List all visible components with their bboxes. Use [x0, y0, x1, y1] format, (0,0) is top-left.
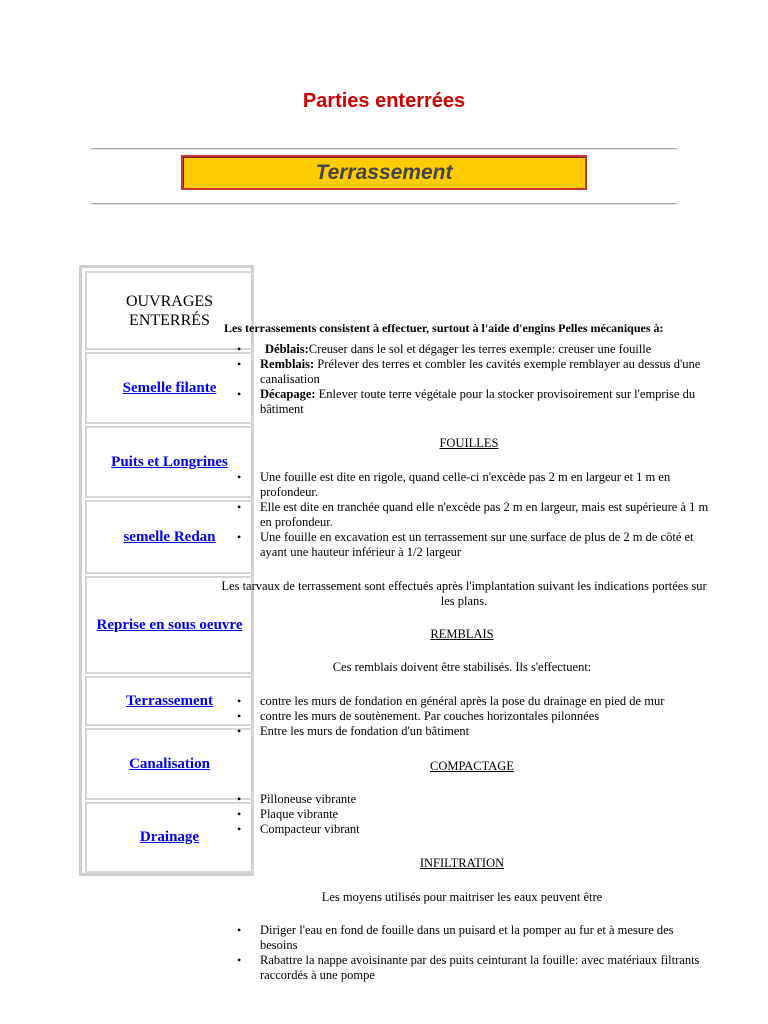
nav-cell-semelle-redan: [85, 500, 254, 574]
nav-cell-terrassement: [85, 676, 254, 726]
fouilles-note: Les tarvaux de terrassement sont effectués après l'implantation suivant les indications portées sur les plans.: [221, 579, 707, 608]
list-item: • Rabattre la nappe avoisinante par des puits ceinturant la fouille: avec matériaux filtrants raccordés à une pompe: [235, 953, 705, 983]
section-banner: Terrassement: [181, 155, 587, 190]
page-title: Parties enterrées: [302, 90, 466, 112]
list-item: • Remblais: Prélever des terres et combler les cavités exemple remblayer au dessus d'une canalisation: [235, 357, 713, 387]
list-item: • Déblais:Creuser dans le sol et dégager les terres exemple: creuser une fouille: [235, 342, 713, 357]
heading-infiltration: INFILTRATION: [419, 856, 505, 870]
top-divider: [91, 148, 677, 150]
remblais-intro: Ces remblais doivent être stabilisés. Ils s'effectuent:: [332, 660, 592, 674]
nav-table: [79, 265, 254, 876]
heading-remblais: REMBLAIS: [430, 627, 494, 641]
heading-compactage: COMPACTAGE: [430, 759, 514, 773]
list-item: • Entre les murs de fondation d'un bâtiment: [235, 724, 713, 739]
compactage-list: [235, 792, 713, 837]
nav-link-terrassement[interactable]: Terrassement: [126, 692, 213, 709]
fouilles-list: [235, 470, 713, 560]
nav-header: [85, 271, 254, 350]
nav-header-line1: OUVRAGES: [125, 292, 214, 310]
terrassement-list: [235, 342, 713, 417]
nav-link-semelle-filante[interactable]: Semelle filante: [122, 379, 217, 396]
list-item: • Une fouille en excavation est un terrassement sur une surface de plus de 2 m de côté et ayant une hauteur inférieur à 1/2 largeur: [235, 530, 713, 560]
nav-cell-semelle-filante: [85, 352, 254, 424]
list-item: • Une fouille est dite en rigole, quand celle-ci n'excède pas 2 m en largeur et 1 m en profondeur.: [235, 470, 713, 500]
nav-header-line2: ENTERRÉS: [129, 311, 210, 329]
list-item: • Compacteur vibrant: [235, 822, 713, 837]
nav-link-reprise-sous-oeuvre[interactable]: Reprise en sous oeuvre: [96, 616, 243, 633]
intro-text: Les terrassements consistent à effectuer, surtout à l'aide d'engins Pelles mécaniques à:: [224, 321, 664, 335]
nav-link-puits-longrines[interactable]: Puits et Longrines: [111, 453, 228, 470]
remblais-list: [235, 694, 713, 739]
infiltration-intro: Les moyens utilisés pour maitriser les eaux peuvent être: [321, 890, 603, 904]
nav-link-drainage[interactable]: Drainage: [139, 829, 200, 845]
list-item: • Pilloneuse vibrante: [235, 792, 713, 807]
heading-fouilles: FOUILLES: [439, 436, 499, 450]
list-item: • Elle est dite en tranchée quand elle n'excède pas 2 m en largeur, mais est supérieure à 1 m en profondeur.: [235, 500, 713, 530]
nav-link-canalisation[interactable]: Canalisation: [129, 755, 210, 772]
list-item: • Diriger l'eau en fond de fouille dans un puisard et la pomper au fur et à mesure des besoins: [235, 923, 705, 953]
nav-link-semelle-redan[interactable]: semelle Redan: [123, 528, 216, 545]
list-item: • contre les murs de fondation en général après la pose du drainage en pied de mur: [235, 694, 713, 709]
bottom-divider: [91, 203, 677, 205]
list-item: • Plaque vibrante: [235, 807, 713, 822]
list-item: • contre les murs de soutènement. Par couches horizontales pilonnées: [235, 709, 713, 724]
list-item: • Décapage: Enlever toute terre végétale pour la stocker provisoirement sur l'emprise du bâtiment: [235, 387, 713, 417]
infiltration-list: [235, 923, 705, 983]
